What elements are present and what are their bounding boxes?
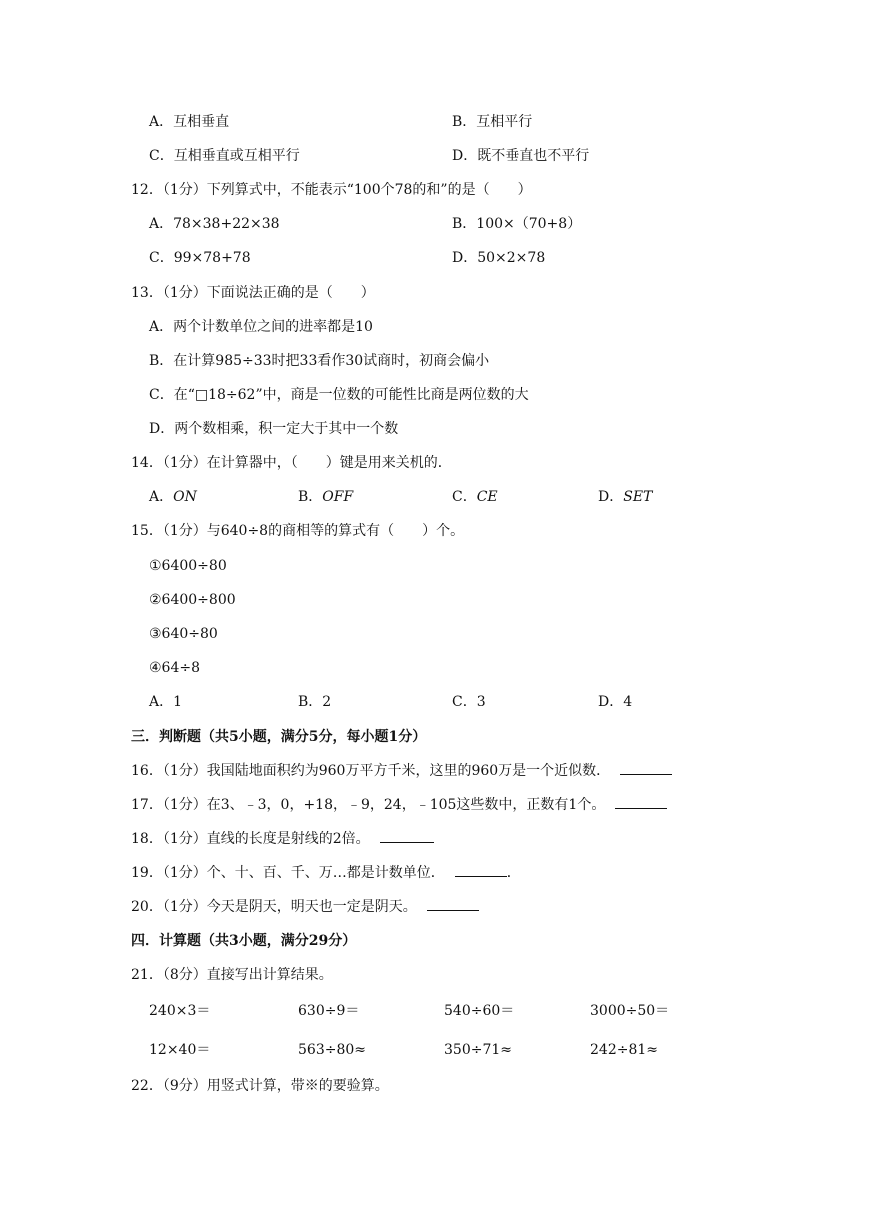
q21-expr: 350÷71≈ (444, 1042, 512, 1058)
q18-text: 18．（1分）直线的长度是射线的2倍。 (131, 831, 370, 847)
q21-stem: 21．（8分）直接写出计算结果。 (131, 967, 333, 983)
q16-row (131, 762, 672, 780)
q15-option-c: C．3 (452, 694, 486, 710)
q20-answer-blank[interactable] (427, 898, 479, 911)
q14-option-d: D．SET (598, 489, 653, 505)
q13-option-b: B．在计算985÷33时把33看作30试商时，初商会偏小 (149, 353, 490, 369)
q19-answer-blank[interactable] (455, 864, 507, 877)
q16-text: 16．（1分）我国陆地面积约为960万平方千米，这里的960万是一个近似数． (131, 763, 611, 779)
q21-expr: 3000÷50＝ (590, 1003, 670, 1019)
q15-stem: 15．（1分）与640÷8的商相等的算式有（ ）个。 (131, 523, 465, 539)
q11-option-d: D．既不垂直也不平行 (452, 148, 590, 164)
q21-expr: 563÷80≈ (298, 1042, 366, 1058)
q21-expr: 630÷9＝ (298, 1003, 360, 1019)
q14-option-b: B．OFF (298, 489, 354, 505)
q15-item-4: ④64÷8 (149, 660, 201, 676)
q14-stem: 14．（1分）在计算器中，（ ）键是用来关机的． (131, 455, 452, 471)
q21-expr: 242÷81≈ (590, 1042, 658, 1058)
q22-stem: 22．（9分）用竖式计算，带※的要验算。 (131, 1078, 389, 1094)
q16-answer-blank[interactable] (620, 762, 672, 775)
q12-option-b: B．100×（70+8） (452, 216, 582, 232)
q17-answer-blank[interactable] (615, 796, 667, 809)
q18-answer-blank[interactable] (380, 830, 434, 843)
q13-option-c: C．在“□18÷62”中，商是一位数的可能性比商是两位数的大 (149, 387, 529, 403)
q15-option-b: B．2 (298, 694, 332, 710)
q11-option-a: A．互相垂直 (149, 114, 230, 130)
q17-text: 17．（1分）在3、﹣3，0，+18，﹣9，24，﹣105这些数中，正数有1个。 (131, 797, 606, 813)
q13-option-d: D．两个数相乘，积一定大于其中一个数 (149, 421, 399, 437)
q13-option-a: A．两个计数单位之间的进率都是10 (149, 319, 373, 335)
q15-item-2: ②6400÷800 (149, 592, 236, 608)
q14-option-a: A．ON (149, 489, 197, 505)
q13-stem: 13．（1分）下面说法正确的是（ ） (131, 285, 375, 301)
q12-stem: 12．（1分）下列算式中，不能表示“100个78的和”的是（ ） (131, 182, 532, 198)
q18-row (131, 830, 434, 848)
q21-expr: 12×40＝ (149, 1042, 211, 1058)
q21-expr: 240×3＝ (149, 1003, 211, 1019)
q20-text: 20．（1分）今天是阴天，明天也一定是阴天。 (131, 899, 417, 915)
q21-expr: 540÷60＝ (444, 1003, 515, 1019)
q12-option-d: D．50×2×78 (452, 250, 546, 266)
section-3-heading: 三．判断题（共5小题，满分5分，每小题1分） (131, 729, 427, 745)
q15-item-1: ①6400÷80 (149, 558, 227, 574)
q11-option-c: C．互相垂直或互相平行 (149, 148, 300, 164)
q19-text: 19．（1分）个、十、百、千、万…都是计数单位． (131, 865, 445, 881)
section-4-heading: 四．计算题（共3小题，满分29分） (131, 933, 357, 949)
q14-option-c: C．CE (452, 489, 498, 505)
q20-row (131, 898, 479, 916)
q15-item-3: ③640÷80 (149, 626, 218, 642)
q11-option-b: B．互相平行 (452, 114, 533, 130)
q12-option-c: C．99×78+78 (149, 250, 251, 266)
q19-end-mark: ． (506, 865, 521, 881)
q12-option-a: A．78×38+22×38 (149, 216, 280, 232)
q15-option-a: A．1 (149, 694, 183, 710)
q15-option-d: D．4 (598, 694, 633, 710)
q19-row (131, 864, 521, 882)
q17-row (131, 796, 667, 814)
